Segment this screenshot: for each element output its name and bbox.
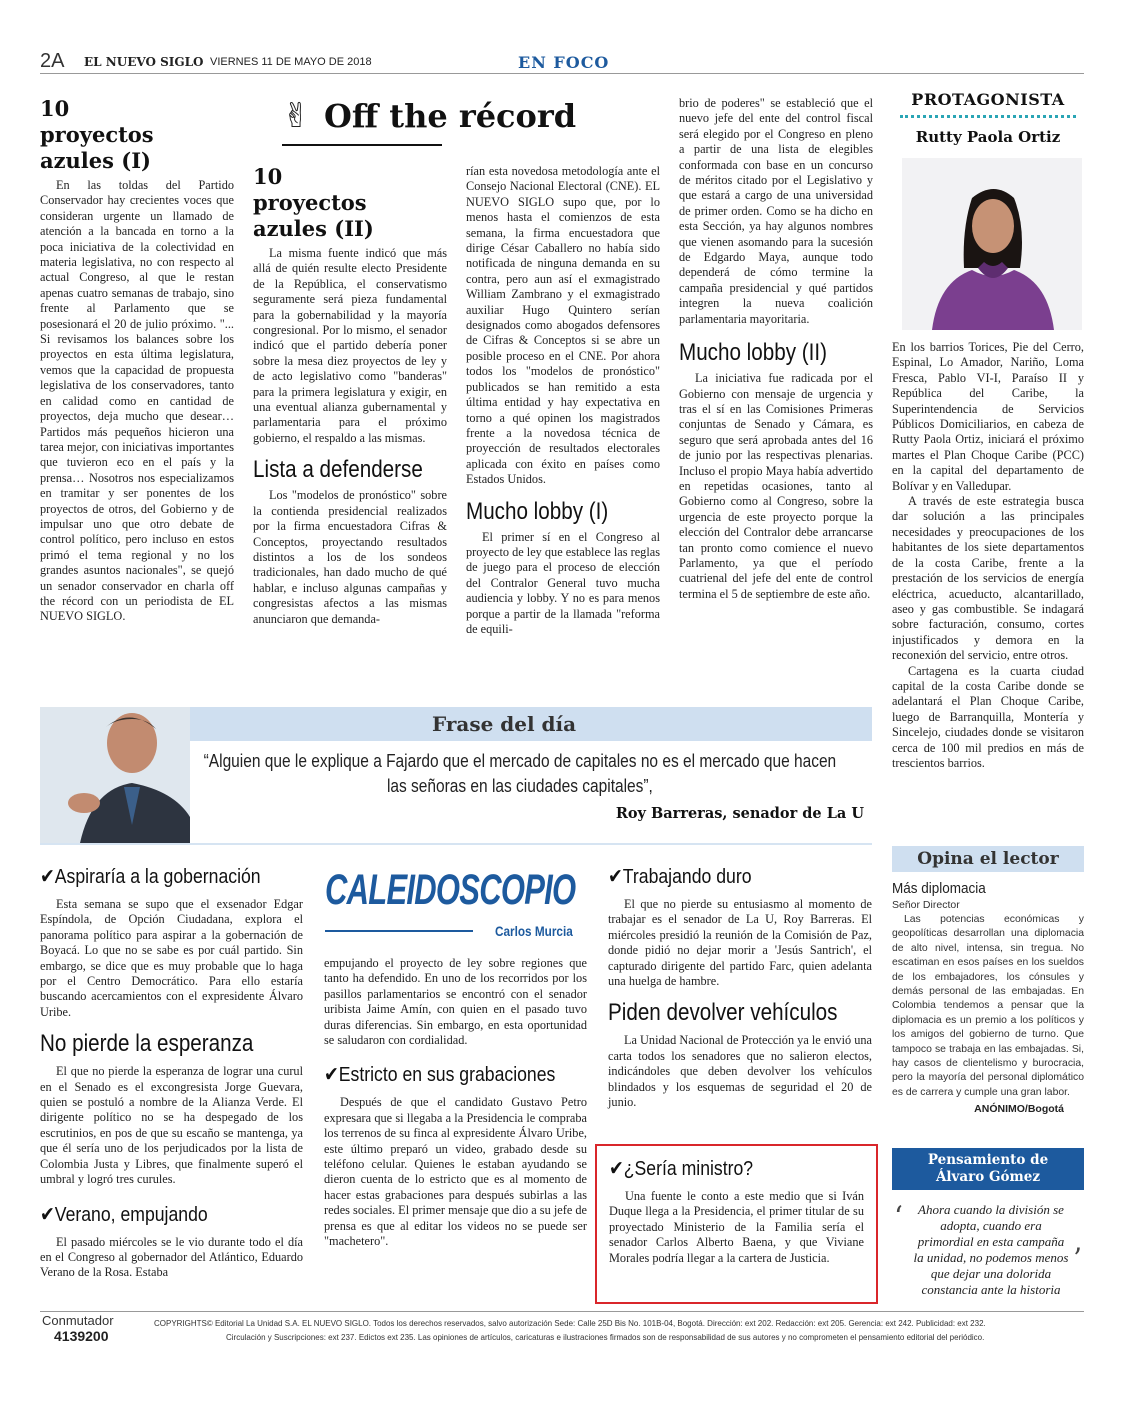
pensamiento-quote-wrap (892, 1202, 1084, 1298)
opina-el-lector (892, 846, 1084, 1115)
frase-author: Roy Barreras, senador de La U (615, 805, 864, 822)
cal-text-verano: El pasado miércoles se le vio durante todo el día en el Congreso al gobernador del Atlántico, Eduardo Verano de la Rosa. Estaba (40, 1234, 303, 1280)
frase-quote: “Alguien que le explique a Fajardo que el mercado de capitales no es el mercado que hacen las señoras en las ciudades capitales”, (203, 751, 837, 796)
victory-hand-icon: ✌ (282, 96, 311, 136)
conmutador-number: 4139200 (54, 1328, 109, 1344)
close-quote-icon: ’ (1073, 1242, 1082, 1275)
frase-del-dia (40, 707, 872, 845)
otr-column-1 (40, 96, 234, 625)
seria-ministro-box (595, 1144, 878, 1304)
otr-column-4 (679, 96, 873, 602)
pensamiento-quote: Ahora cuando la división se adopta, cuando era primordial en esta campaña la unidad, no podemos menos que dejar una dolorida constancia ante la historia (913, 1202, 1069, 1297)
cal-heading-esperanza: No pierde la esperanza (40, 1030, 254, 1058)
checkmark-icon: ✔ (40, 1201, 55, 1226)
otr-text-lista: Los "modelos de pronóstico" sobre la contienda presidencial realizados por la firma encuestadora Cifras & Conceptos, proyectando resultados distintos a los de los sondeos tradicionales, han dado mucho de qué hablar, e incluso algunas campañas y congresistas afectos a las mismas anunciaron que demanda- (253, 488, 447, 626)
cal-text-verano-cont: empujando el proyecto de ley sobre regiones que tanto ha defendido. En uno de los recorridos por los pasillos parlamentarios se encontró con el senador uribista Jaime Amín, con quien en el pasado tuvo duras diferencias. Sin embargo, en esta oportunidad se saludaron con cordialidad. (324, 956, 587, 1048)
page-header (40, 48, 1084, 72)
otr-text-4: brio de poderes" se estableció que el nuevo jefe del ente del control fiscal será elegido por el Congreso en pleno a partir de una lista de elegibles conformada con base en un concurso de méritos citado por el Legislativo y que estará a cargo de una universidad de primer orden. Como se ha dicho en esta Sección, ya hay algunos nombres que vienen asomando para la sucesión de Edgardo Maya, aunque todo dependerá de cómo termine la campaña presidencial y qué partidos integren la nueva coalición parlamentaria mayoritaria. (679, 96, 873, 326)
footer-copyright: COPYRIGHTS© Editorial La Unidad S.A. EL NUEVO SIGLO. Todos los derechos reservados, salvo autorización Sede: Calle 25D Bis No. 101B-04, Bogotá. Dirección: ext 202. Redacción: ext 205. Gerencia: ext 242. Publicidad: ext 232. (154, 1318, 986, 1328)
newspaper-name: EL NUEVO SIGLO (84, 55, 204, 69)
opina-title: Opina el lector (892, 846, 1084, 872)
otr-heading-lobby2: Mucho lobby (II) (679, 339, 827, 367)
caleidoscopio-masthead (325, 866, 587, 939)
cal-text-esperanza: El que no pierde la esperanza de lograr una curul en el Senado es el excongresista Jorge Guevara, quien se postuló a nombre de la Alianza Verde. El dirigente político no se ha despegado de los escrutinios, en pos de que su escaño se mantenga, ya que él sería uno de los perjudicados por la lista de Colombia Justa y Libres, que finalmente superó el umbral y logró tres curules. (40, 1064, 303, 1187)
checkmark-icon: ✔ (608, 864, 623, 888)
off-the-record-title-block (282, 94, 652, 148)
cal-heading-vehiculos: Piden devolver vehículos (608, 999, 838, 1027)
otr-text-lobby1: El primer sí en el Congreso al proyecto de ley que establece las reglas de juego para el proceso de elección del Contralor General tuvo mucha audiencia y lobby. Y no es para menos porque a partir de la llamada "reforma de equili- (466, 529, 660, 636)
frase-title: Frase del día (432, 712, 577, 736)
protagonista-name: Rutty Paola Ortiz (915, 128, 1061, 146)
conmutador-label: Conmutador (42, 1313, 114, 1328)
cal-heading-estricto: ✔Estricto en sus grabaciones (324, 1062, 556, 1087)
protagonista-label: PROTAGONISTA (911, 90, 1065, 109)
otr-text-2: La misma fuente indicó que más allá de quién resulte electo Presidente de la República, el conservatismo seguramente será pieza fundamental para la gobernabilidad y la mayoría congresional. Por lo mismo, el senador indicó que el partido debería poner sobre la mesa diez proyectos de ley y de acto legislativo como "banderas" para la primera legislatura y exigir, en una eventual alianza gubernamental y parlamentaria para el próximo gobierno, el respaldo a las mismas. (253, 246, 447, 445)
otr-text-3: rían esta novedosa metodología ante el Consejo Nacional Electoral (CNE). EL NUEVO SIGLO supo que, por lo menos hasta el comienzos de esta semana, la firma encuestadora que dirige César Caballero no había sido notificada de ninguna demanda en su contra, pero aun así el exmagistrado William Zambrano y el exmagistrado auxiliar Hugo Quintero serían designados como abogados defensores de Cifras & Conceptos si se abre un posible proceso en el CNE. Por ahora todos los "modelos de pronóstico" publicados se han remitido a esta última entidad y hay expectativa en torno a qué opinen los magistrados frente a la novedosa técnica de proyección de resultados electorales aplicada con éxito en países como Estados Unidos. (466, 164, 660, 487)
footer-circulation: Circulación y Suscripciones: ext 237. Edictos ext 235. Las opiniones de artículos, caricaturas e ilustraciones firmados son de responsabilidad de sus autores y no comprometen el pensamiento editorial del periódico. (226, 1332, 985, 1342)
cal-column-b (324, 956, 587, 1250)
cal-heading-ministro: ✔¿Sería ministro? (609, 1156, 754, 1180)
cal-heading-verano: ✔Verano, empujando (40, 1201, 208, 1226)
cal-text-ministro: Una fuente le conto a este medio que si Iván Duque llega a la Presidencia, el primer titular de su proyectado Ministerio de la Familia sería el senador Carlos Alberto Baena, y que Viviane Morales podría llegar a la cartera de Justicia. (609, 1189, 864, 1265)
cal-column-a (40, 864, 303, 1281)
cal-text-aspiraria: Esta semana se supo que el exsenador Edgar Espíndola, de Opción Ciudadana, explora el panorama político para aspirar a la gobernación de Boyacá. Lo que no se sabe es por cuál partido. Sin embargo, se dice que es muy probable que lo haga por el Centro Democrático. Para ello estaría buscando acercamientos con el expresidente Álvaro Uribe. (40, 897, 303, 1019)
cal-column-c (608, 864, 872, 1110)
pensamiento-title: Pensamiento de Álvaro Gómez (892, 1148, 1084, 1190)
speaker-portrait-icon (40, 707, 190, 843)
checkmark-icon: ✔ (40, 864, 55, 888)
checkmark-icon: ✔ (324, 1062, 339, 1087)
cal-text-estricto: Después de que el candidato Gustavo Petro expresara que si llegaba a la Presidencia le compraba los terrenos de su finca al expresidente Álvaro Uribe, este último preparó un video, grabado desde su teléfono celular. Quienes le estaban ayudando se dieron cuenta de lo estricto que es al momento de hacer estas grabaciones para después subirlas a las redes sociales. El primer mensaje que dio a su jefe de prensa es que al editar los videos no se puede ser "machetero". (324, 1095, 587, 1249)
caleidoscopio-title: CALEIDOSCOPIO (325, 866, 576, 914)
protagonista-text-2: A través de este estrategia busca dar solución a las principales necesidades y preocupaciones de los habitantes de los siete departamentos de la costa Caribe, frente a la prestación de los servicios de energía eléctrica, acueducto, alcantarillado, aseo y gas combustible. Se indagará sobre facturación, consumo, cortes injustificados y demora en la reconexión del servicio, entre otros. (892, 494, 1084, 663)
protagonista-box (892, 90, 1084, 771)
section-name: EN FOCO (518, 53, 610, 72)
header-rule (40, 73, 1084, 74)
cal-heading-trabajando: ✔Trabajando duro (608, 864, 752, 888)
pensamiento-box (892, 1148, 1084, 1298)
cal-text-trabajando: El que no pierde su entusiasmo al momento de trabajar es el senador de La U, Roy Barreras. El miércoles presidió la reunión de la Comisión de Paz, donde pidió no dejar morir a 'Jesús Santrich', el capturado dirigente del partido Farc, quien adelanta una huelga de hambre. (608, 897, 872, 989)
caleidoscopio-author: Carlos Murcia (495, 923, 573, 939)
cal-heading-aspiraria: ✔Aspiraría a la gobernación (40, 864, 261, 888)
otr-heading-2: 10 proyectos azules (II) (253, 164, 374, 241)
speaker-photo (40, 707, 190, 843)
person-portrait-icon (902, 158, 1082, 330)
opina-text: Las potencias económicas y geopolíticas desarrollan una diplomacia de alto nivel, intensa, sin tregua. No escatiman en esos países en los sueldos de los embajadores, los cónsules y demás personal de las embajadas. En Colombia tendemos a pensar que la diplomacia es un premio a los políticos y los amigos del gobierno de turno. Que tampoco se trabaja en las embajadas. Si, hay casos de clientelismo y burocracia, pero la mayoría del personal diplomático es de carrera y cumple una gran labor. (892, 914, 1084, 1098)
opina-salutation: Señor Director (892, 899, 960, 911)
otr-column-3 (466, 164, 660, 637)
otr-text-1: En las toldas del Partido Conservador hay crecientes voces que consideran urgente un llamado de atención a la bancada en torno a la poca iniciativa de la colectividad en materia legislativa, no con respecto al actual Congreso, al que le restan apenas cuatro semanas de trabajo, sino frente al Parlamento que se posesionará el 20 de julio próximo. "... Si revisamos los balances sobre los proyectos en esta última legislatura, vemos que la capacidad de propuesta legislativa de los conservadores, tanto en calidad como en cantidad de proyectos, deja mucho que desear… Partidos más pequeños hicieron una tarea mejor, con iniciativas importantes que tuvieron eco en el país y la prensa… Nosotros nos especializamos en tramitar y ser ponentes de los proyectos de otros, del Gobierno y de impulsar uno que otro debate de control político, pero incluso en estos primó el tema regional y no los grandes asuntos nacionales", se quejó un senador conservador en charla off the récord con un periodista de EL NUEVO SIGLO. (40, 178, 234, 624)
otr-column-2 (253, 164, 447, 627)
otr-heading-lista: Lista a defenderse (253, 456, 423, 484)
footer-rule (40, 1311, 1084, 1312)
opina-heading: Más diplomacia (892, 880, 986, 897)
header-date: VIERNES 11 DE MAYO DE 2018 (210, 56, 372, 68)
caleidoscopio-section (40, 852, 880, 1312)
opina-signature: ANÓNIMO/Bogotá (974, 1103, 1064, 1116)
page-number: 2A (40, 50, 65, 72)
otr-heading-1: 10 proyectos azules (I) (40, 96, 154, 173)
protagonista-photo (902, 158, 1082, 330)
masthead-rule (325, 930, 473, 932)
protagonista-text-1: En los barrios Torices, Pie del Cerro, Espinal, Lo Amador, Nariño, Loma Fresca, Pablo VI-I, Paraíso II y República del Caribe, la Superintendencia de Servicios Públicos Domiciliarios, en cabeza de Rutty Paola Ortiz, iniciará el próximo martes el Plan Choque Caribe (PCC) en la capital del departamento de Bolívar y en Valledupar. (892, 340, 1084, 493)
title-underline (282, 144, 442, 146)
cal-text-vehiculos: La Unidad Nacional de Protección ya le envió una carta todos los senadores que no salieron electos, indicándoles que deben devolver los vehículos blindados y los esquemas de seguridad el 20 de junio. (608, 1033, 872, 1110)
otr-text-lobby2: La iniciativa fue radicada por el Gobierno con mensaje de urgencia y tras el sí en las Comisiones Primeras conjuntas de Senado y Cámara, es seguro que será aprobada antes del 16 de junio por las respectivas plenarias. Incluso el propio Maya había advertido en repetidas ocasiones, tanto al Gobierno como al Congreso, sobre la urgencia de este proyecto porque la elección del Contralor debe arrancarse tan pronto como comience el nuevo Parlamento, ya que el período cuatrienal del jefe del ente de control termina el 5 de septiembre de este año. (679, 371, 873, 601)
checkmark-icon: ✔ (609, 1156, 624, 1180)
protagonista-text-3: Cartagena es la cuarta ciudad capital de la costa Caribe donde se adelantará el Plan Choque Caribe, luego de Barranquilla, Montería y Sincelejo, ciudades donde se visitaron cerca de 100 mil predios en más de trescientos barrios. (892, 663, 1084, 770)
dotted-divider (900, 115, 1076, 118)
open-quote-icon: ‘ (894, 1200, 903, 1233)
otr-heading-lobby1: Mucho lobby (I) (466, 497, 609, 525)
off-the-record-title: Off the récord (324, 97, 577, 135)
